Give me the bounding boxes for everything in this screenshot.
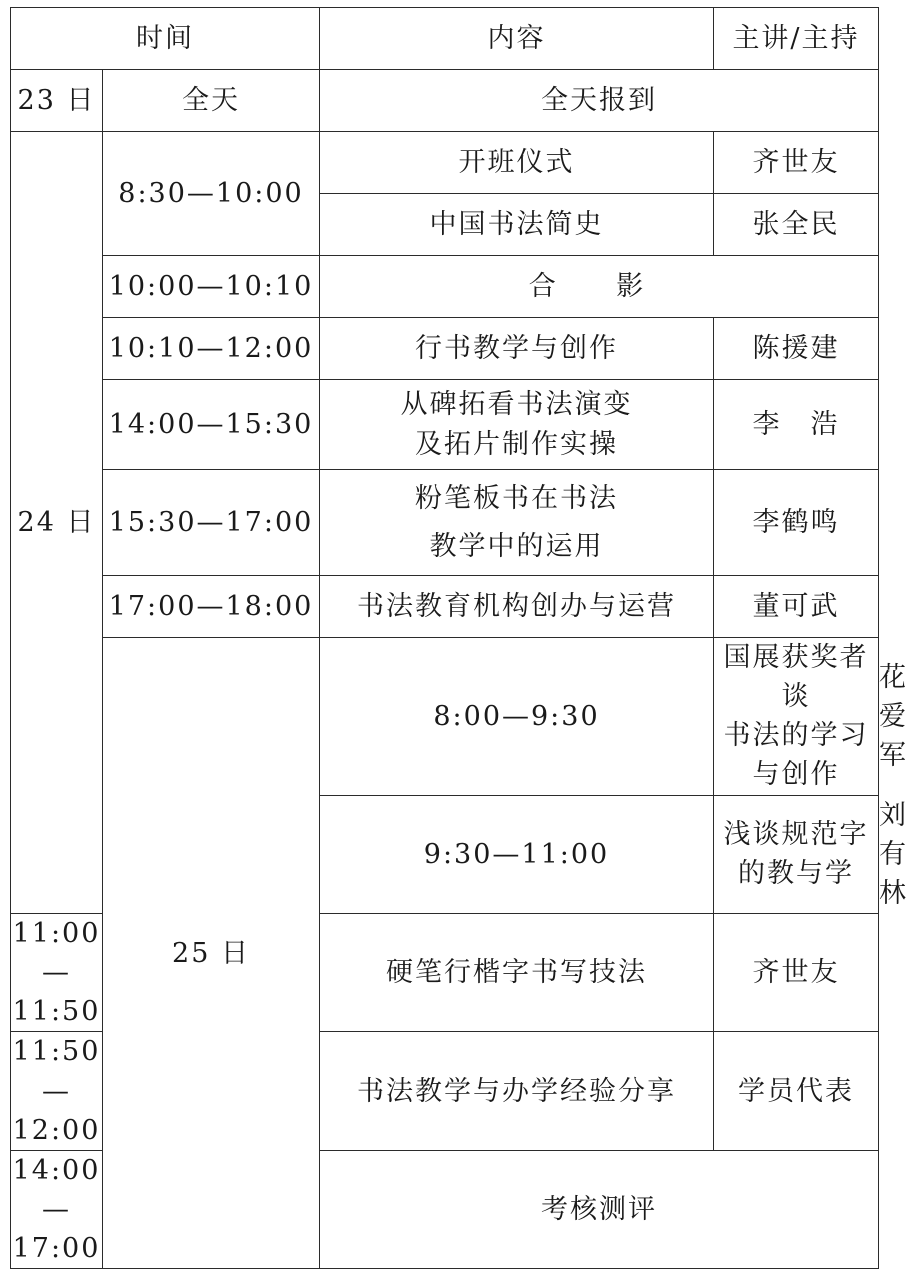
table-row: [11, 470, 879, 576]
speaker-cell: 齐世友: [714, 913, 879, 1031]
header-row: [11, 8, 879, 70]
content-line: 粉笔板书在书法: [415, 483, 618, 515]
content-cell: 合 影: [320, 256, 879, 318]
schedule-table: [10, 7, 908, 1269]
table-row: 25 日 8:00—9:30 国展获奖者谈 书法的学习与创作 花爱军: [11, 638, 879, 796]
time-cell: 17:00—18:00: [103, 576, 320, 638]
content-line: 书法的学习与创作: [723, 720, 869, 791]
content-line: 从碑拓看书法演变: [400, 389, 633, 421]
speaker-cell: 张全民: [714, 194, 879, 256]
content-cell: [320, 470, 714, 576]
table-row: 9:30—11:00 浅谈规范字的教与学 刘有林: [11, 795, 879, 913]
content-cell: 开班仪式: [320, 132, 714, 194]
table-row: [11, 318, 879, 380]
content-cell: 书法教学与办学经验分享: [320, 1032, 714, 1150]
time-cell: 10:00—10:10: [103, 256, 320, 318]
content-cell: 硬笔行楷字书写技法: [320, 913, 714, 1031]
content-cell: 全天报到: [320, 70, 879, 132]
content-cell: 书法教育机构创办与运营: [320, 576, 714, 638]
content-cell: 考核测评: [320, 1150, 879, 1268]
table-row: [11, 256, 879, 318]
time-cell: 8:00—9:30: [320, 638, 714, 796]
table-row: [11, 380, 879, 470]
day-cell: 24 日: [11, 132, 103, 914]
time-cell: 14:00—17:00: [11, 1150, 103, 1268]
speaker-cell: 李 浩: [714, 380, 879, 470]
speaker-cell: 齐世友: [714, 132, 879, 194]
table-row: [11, 132, 879, 194]
content-cell: 浅谈规范字的教与学: [714, 795, 879, 913]
time-cell: 14:00—15:30: [103, 380, 320, 470]
content-cell: 行书教学与创作: [320, 318, 714, 380]
header-speaker: 主讲/主持: [714, 8, 879, 70]
table-row: [11, 576, 879, 638]
time-cell: 9:30—11:00: [320, 795, 714, 913]
header-time: 时间: [11, 8, 320, 70]
day-cell: 25 日: [103, 638, 320, 1269]
header-content: 内容: [320, 8, 714, 70]
content-line: 教学中的运用: [429, 530, 604, 562]
content-cell: [320, 380, 714, 470]
day-cell: 23 日: [11, 70, 103, 132]
time-cell: 11:50—12:00: [11, 1032, 103, 1150]
time-cell: 11:00—11:50: [11, 913, 103, 1031]
content-cell: 中国书法简史: [320, 194, 714, 256]
speaker-cell: 陈援建: [714, 318, 879, 380]
speaker-cell: 董可武: [714, 576, 879, 638]
time-cell: 15:30—17:00: [103, 470, 320, 576]
time-cell: 全天: [103, 70, 320, 132]
time-cell: 10:10—12:00: [103, 318, 320, 380]
time-cell: 8:30—10:00: [103, 132, 320, 256]
speaker-cell: 学员代表: [714, 1032, 879, 1150]
content-line: 及拓片制作实操: [415, 428, 618, 460]
table-row: [11, 70, 879, 132]
content-cell: [714, 638, 879, 796]
content-line: 国展获奖者谈: [723, 642, 869, 713]
speaker-cell: 李鹤鸣: [714, 470, 879, 576]
